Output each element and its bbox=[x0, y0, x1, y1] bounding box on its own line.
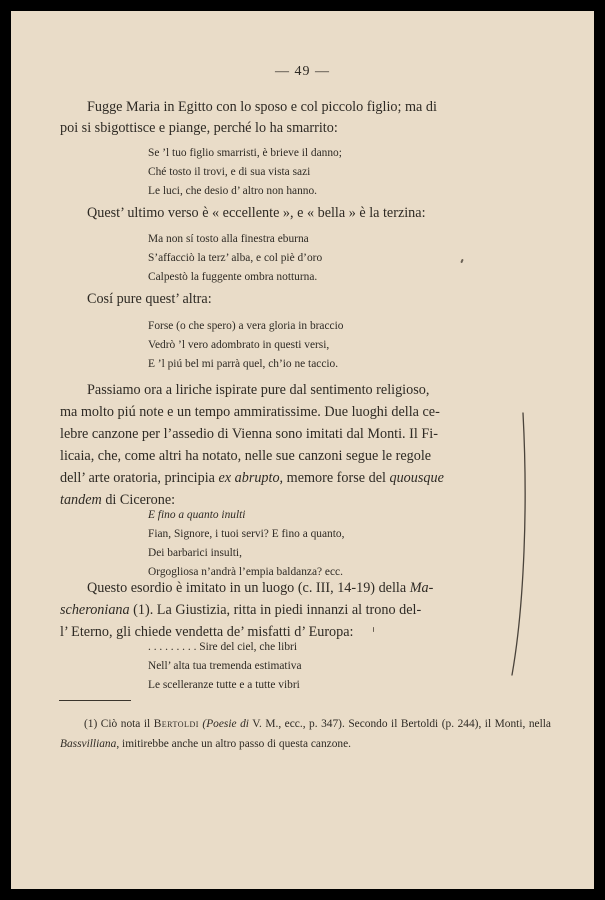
page-number: — 49 — bbox=[275, 64, 330, 79]
book-page bbox=[11, 11, 594, 889]
verse-line: Ché tosto il trovi, e di sua vista sazi bbox=[148, 166, 311, 178]
paragraph-line bbox=[60, 599, 551, 621]
verse-line: Nell’ alta tua tremenda estimativa bbox=[148, 660, 302, 672]
verse-line: Vedrò ’l vero adombrato in questi versi, bbox=[148, 339, 330, 351]
paper-speck bbox=[460, 259, 464, 263]
paragraph-line bbox=[60, 467, 551, 489]
text-run: , imitirebbe anche un altro passo di questa canzone. bbox=[116, 738, 352, 750]
verse-line: S’affacciò la terz’ alba, e col piè d’oro bbox=[148, 252, 323, 264]
text-run: dell’ arte oratoria, principia bbox=[60, 470, 219, 486]
paragraph-line: poi si sbigottisce e piange, perché lo ha smarrito: bbox=[60, 120, 338, 136]
text-run: V. M., ecc., p. 347). Secondo il Bertoldi (p. 244), il Monti, nella bbox=[248, 718, 551, 730]
verse-line: Le luci, che desio d’ altro non hanno. bbox=[148, 185, 318, 197]
verse-block-2 bbox=[148, 230, 322, 287]
text-run: Questo esordio è imitato in un luogo (c. III, 14-19) della bbox=[87, 580, 410, 596]
italic-phrase: scheroniana bbox=[60, 602, 130, 618]
italic-phrase: tandem bbox=[60, 492, 102, 508]
footnote-divider bbox=[59, 700, 131, 701]
verse-line: Calpestò la fuggente ombra notturna. bbox=[148, 271, 318, 283]
paragraph-line: Quest’ ultimo verso è « eccellente », e « bella » è la terzina: bbox=[87, 205, 426, 221]
paragraph-liriche-religiose bbox=[60, 379, 551, 511]
footnote-text bbox=[60, 714, 551, 754]
italic-phrase: ex abrupto, bbox=[218, 470, 284, 486]
paragraph-line: licaia, che, come altri ha notato, nelle sue canzoni segue le regole bbox=[60, 448, 432, 464]
italic-title: Bassvilliana bbox=[60, 738, 117, 750]
verse-line: . . . . . . . . . Sire del ciel, che libri bbox=[148, 641, 297, 653]
paragraph-line: lebre canzone per l’assedio di Vienna sono imitati dal Monti. Il Fi- bbox=[60, 426, 438, 442]
paragraph-esordio bbox=[60, 577, 551, 643]
author-name: Bertoldi bbox=[153, 718, 199, 730]
verse-line: Forse (o che spero) a vera gloria in braccio bbox=[148, 320, 344, 332]
pencil-margin-mark bbox=[508, 411, 530, 677]
italic-verse: E fino a quanto inulti bbox=[148, 509, 246, 521]
verse-line: E ’l piú bel mi parrà quel, ch’io ne taccio. bbox=[148, 358, 339, 370]
verse-line bbox=[148, 506, 344, 525]
verse-block-3 bbox=[148, 317, 343, 374]
verse-block-1 bbox=[148, 144, 342, 201]
paragraph-line: Cosí pure quest’ altra: bbox=[87, 291, 212, 307]
text-run: di Cicerone: bbox=[101, 492, 176, 508]
paragraph-line: Fugge Maria in Egitto con lo sposo e col piccolo figlio; ma di bbox=[87, 99, 437, 115]
verse-line: Orgogliosa n’andrà l’empia baldanza? ecc. bbox=[148, 566, 343, 578]
paragraph-cosi-pure bbox=[60, 289, 551, 310]
italic-phrase: quousque bbox=[389, 470, 444, 486]
footnote bbox=[60, 714, 551, 754]
italic-title: (Poesie di bbox=[202, 718, 249, 730]
text-run: (1) Ciò nota il bbox=[84, 718, 154, 730]
verse-line: Dei barbarici insulti, bbox=[148, 547, 242, 559]
text-run: memore forse del bbox=[283, 470, 390, 486]
paragraph-line bbox=[60, 577, 551, 599]
italic-phrase: Ma- bbox=[409, 580, 434, 596]
verse-line: Se ’l tuo figlio smarristi, è brieve il danno; bbox=[148, 147, 342, 159]
verse-line: Fian, Signore, i tuoi servi? E fino a quanto, bbox=[148, 528, 345, 540]
verse-line: Le scelleranze tutte e a tutte vibri bbox=[148, 679, 300, 691]
paper-speck bbox=[373, 627, 374, 632]
verse-block-5 bbox=[148, 638, 302, 695]
text-run: (1). La Giustizia, ritta in piedi innanzi al trono del- bbox=[129, 602, 422, 618]
paragraph-ultimo-verso bbox=[60, 203, 551, 224]
paragraph-line: l’ Eterno, gli chiede vendetta de’ misfatti d’ Europa: bbox=[60, 624, 354, 640]
paragraph-line: Passiamo ora a liriche ispirate pure dal sentimento religioso, bbox=[87, 382, 430, 398]
verse-line: Ma non sí tosto alla finestra eburna bbox=[148, 233, 309, 245]
paragraph-line: ma molto piú note e un tempo ammiratissime. Due luoghi della ce- bbox=[60, 404, 440, 420]
verse-block-4 bbox=[148, 506, 344, 582]
paragraph-flight-to-egypt bbox=[60, 97, 551, 139]
